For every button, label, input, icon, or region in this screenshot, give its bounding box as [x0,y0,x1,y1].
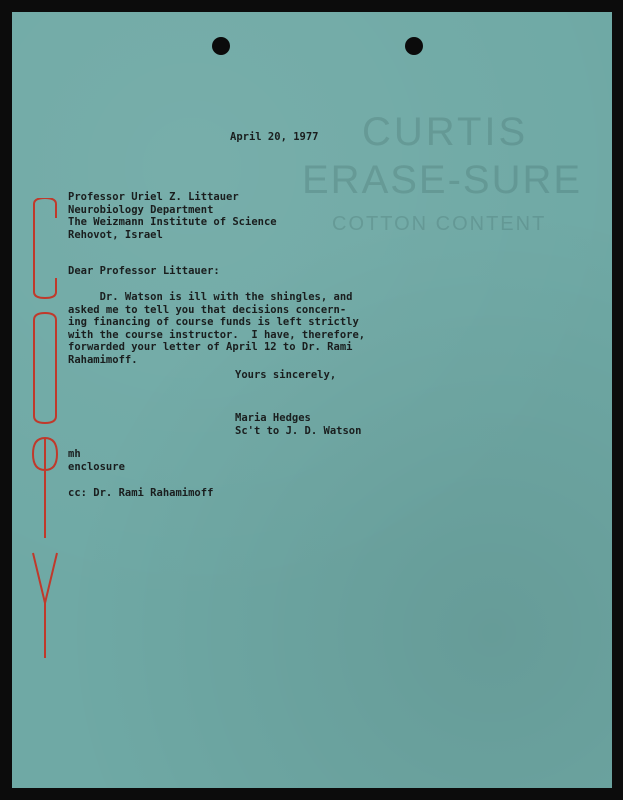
salutation: Dear Professor Littauer: [68,265,220,277]
enclosure-line: enclosure [68,460,125,473]
signer-name: Maria Hedges [235,412,311,424]
body-line: Dr. Watson is ill with the shingles, and [68,291,353,303]
watermark-line: COTTON CONTENT [332,213,547,235]
body-line: with the course instructor. I have, therefore, [68,328,366,341]
address-line: The Weizmann Institute of Science [68,216,277,229]
body-line: Rahamimoff. [68,353,138,366]
stamp-letter-p [33,438,57,538]
body-line: ing financing of course funds is left strictly [68,316,359,329]
body-line: forwarded your letter of April 12 to Dr. Rami [68,341,353,354]
signer-title: Sc't to J. D. Watson [235,424,362,437]
letter-date: April 20, 1977 [230,131,319,143]
initials-line: mh [68,448,81,460]
punch-hole-left [212,37,230,55]
copy-stamp [26,198,64,658]
closing: Yours sincerely, [235,369,337,381]
watermark-line: CURTIS [362,110,529,154]
stamp-letter-c [34,198,56,298]
letter-body [68,291,365,367]
paper-watermark [302,112,582,234]
letter-page [12,12,612,788]
punch-hole-right [405,37,423,55]
stamp-letter-o [34,313,56,423]
address-line: Professor Uriel Z. Littauer [68,191,239,203]
carbon-copy-line: cc: Dr. Rami Rahamimoff [68,487,214,499]
watermark-line: ERASE-SURE [302,158,583,202]
typist-initials [68,448,125,473]
signature-block [235,412,361,437]
body-line: asked me to tell you that decisions concern- [68,303,347,316]
stamp-letter-y [33,553,57,658]
address-line: Neurobiology Department [68,203,214,216]
address-line: Rehovot, Israel [68,228,163,241]
recipient-address [68,191,277,241]
